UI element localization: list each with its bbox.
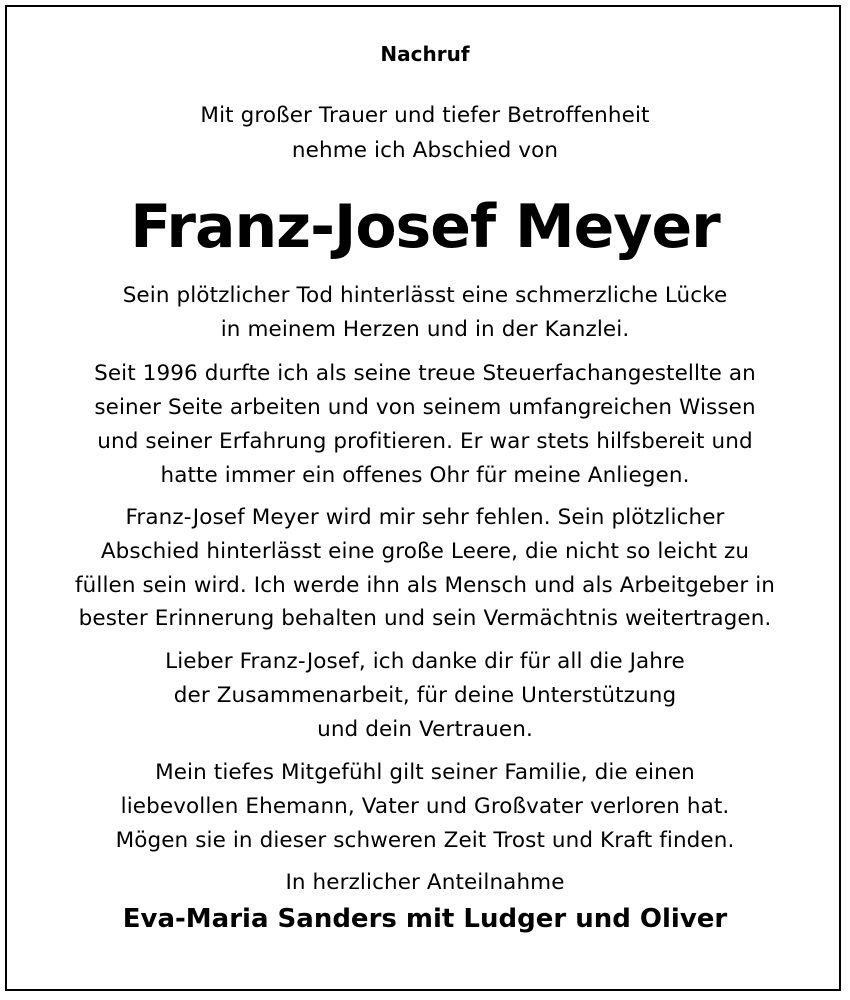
paragraph-4-line-3: und dein Vertrauen.	[317, 717, 533, 742]
paragraph-5-line-3: Mögen sie in dieser schweren Zeit Trost und Kraft finden.	[115, 828, 735, 853]
paragraph-4-line-1: Lieber Franz-Josef, ich danke dir für all die Jahre	[165, 649, 685, 674]
paragraph-5-line-1: Mein tiefes Mitgefühl gilt seiner Familie, die einen	[155, 760, 695, 785]
paragraph-1-line-2: in meinem Herzen und in der Kanzlei.	[220, 317, 630, 342]
deceased-name: Franz-Josef Meyer	[130, 192, 720, 262]
intro-line-2: nehme ich Abschied von	[291, 138, 559, 163]
heading: Nachruf	[380, 42, 470, 66]
paragraph-2-line-4: hatte immer ein offenes Ohr für meine Anliegen.	[160, 463, 690, 488]
paragraph-3-line-4: bester Erinnerung behalten und sein Vermächtnis weitertragen.	[78, 606, 772, 631]
paragraph-1-line-1: Sein plötzlicher Tod hinterlässt eine schmerzliche Lücke	[122, 283, 728, 308]
closing: In herzlicher Anteilnahme	[285, 870, 565, 895]
paragraph-2-line-1: Seit 1996 durfte ich als seine treue Steuerfachangestellte an	[94, 361, 756, 386]
paragraph-4-line-2: der Zusammenarbeit, für deine Unterstützung	[173, 683, 677, 708]
paragraph-5-line-2: liebevollen Ehemann, Vater und Großvater verloren hat.	[120, 794, 730, 819]
paragraph-2-line-2: seiner Seite arbeiten und von seinem umfangreichen Wissen	[94, 395, 756, 420]
signature: Eva-Maria Sanders mit Ludger und Oliver	[122, 904, 728, 934]
intro-line-1: Mit großer Trauer und tiefer Betroffenheit	[200, 103, 650, 128]
paragraph-3-line-1: Franz-Josef Meyer wird mir sehr fehlen. Sein plötzlicher	[125, 505, 725, 530]
paragraph-2-line-3: und seiner Erfahrung profitieren. Er war stets hilfsbereit und	[97, 429, 753, 454]
paragraph-3-line-3: füllen sein wird. Ich werde ihn als Mensch und als Arbeitgeber in	[74, 573, 776, 598]
paragraph-3-line-2: Abschied hinterlässt eine große Leere, die nicht so leicht zu	[100, 539, 750, 564]
